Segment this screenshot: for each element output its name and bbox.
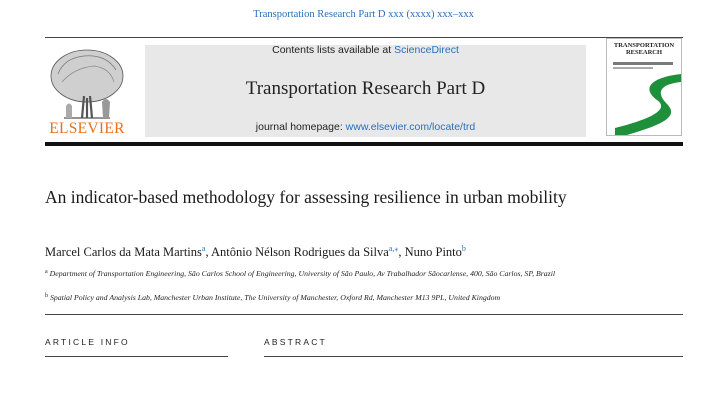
journal-title: Transportation Research Part D [245,78,486,99]
author-mark[interactable]: a [201,244,206,253]
contents-prefix: Contents lists available at [272,44,395,56]
affiliation-mark: a [45,269,48,275]
affiliation-rule [45,314,683,315]
abstract-rule [264,356,683,357]
affiliation-mark: b [45,293,48,299]
affiliation-text: Spatial Policy and Analysis Lab, Manchester Urban Institute, The University of Manchester, Oxford Rd, Manchester M13 9PL, United Kingdom [49,293,501,302]
journal-reference-link[interactable]: Transportation Research Part D xxx (xxxx) xxx–xxx [253,9,474,20]
header-top-rule [45,37,683,38]
author-name[interactable]: Nuno Pinto [404,245,462,259]
abstract-heading: ABSTRACT [264,337,327,347]
author-list: Marcel Carlos da Mata Martins$^a$, Antônio Nélson Rodrigues da Silva$^{a,⁎}$, Nuno Pinto$^b$ [45,244,466,259]
journal-reference[interactable] [0,9,727,20]
affiliation-text: Department of Transportation Engineering, São Carlos School of Engineering, University of São Paulo, Av Trabalhador Sãocarlense, 400, São Carlos, SP, Brazil [49,269,556,278]
header-bottom-rule [45,142,683,146]
article-title: An indicator-based methodology for assessing resilience in urban mobility [45,187,567,207]
sciencedirect-link[interactable]: ScienceDirect [394,44,459,56]
affiliation [45,291,605,303]
contents-line [145,44,586,56]
author-mark[interactable]: b [461,244,466,253]
author-name[interactable]: Marcel Carlos da Mata Martins [45,245,202,259]
publisher-name: ELSEVIER [49,120,125,137]
journal-homepage [145,121,586,133]
author-mark[interactable]: a,⁎ [388,244,399,253]
article-info-heading: ARTICLE INFO [45,337,130,347]
cover-title: TRANSPORTATION RESEARCH [613,42,675,56]
affiliation [45,267,605,279]
cover-road-graphic [607,60,681,135]
author-name[interactable]: Antônio Nélson Rodrigues da Silva [211,245,389,259]
homepage-prefix: journal homepage: [255,121,346,133]
homepage-link[interactable]: www.elsevier.com/locate/trd [345,121,476,133]
article-info-rule [45,356,228,357]
